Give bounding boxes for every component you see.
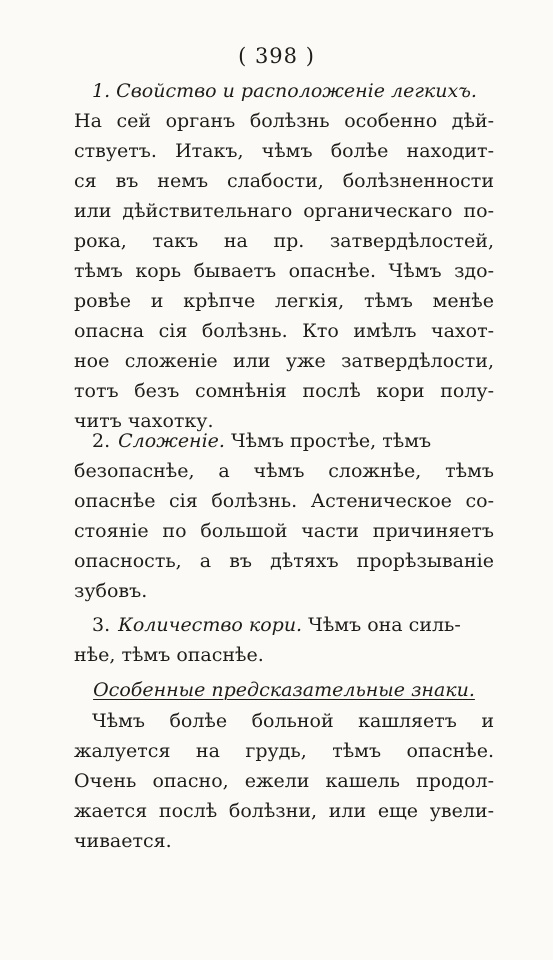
section-1-line-11: тотъ безъ сомнѣнія послѣ кори полу-	[74, 380, 494, 402]
section-3-first-line	[74, 610, 494, 640]
section-4-heading-block	[74, 675, 494, 705]
section-2-line-5: опасность, а въ дѣтяхъ прорѣзываніе	[74, 550, 494, 572]
section-5-line-2: жалуется на грудь, тѣмъ опаснѣе.	[74, 740, 494, 762]
section-1-heading-line: 1. Свойство и расположеніе легкихъ.	[92, 80, 477, 102]
special-signs-heading: Особенные предсказательные знаки.	[93, 679, 475, 701]
section-3-line-2: нѣе, тѣмъ опаснѣе.	[74, 644, 264, 666]
section-5-paragraph	[74, 706, 494, 856]
section-2-line-3: опаснѣе сія болѣзнь. Астеническое со-	[74, 490, 494, 512]
section-3-first-line-rest: Чѣмъ она силь-	[308, 614, 461, 636]
section-2-line-2: безопаснѣе, а чѣмъ сложнѣе, тѣмъ	[74, 460, 494, 482]
section-1-line-7: тѣмъ корь бываетъ опаснѣе. Чѣмъ здо-	[74, 260, 494, 282]
page-number: ( 398 )	[238, 44, 315, 68]
section-3-paragraph	[74, 610, 494, 670]
section-1-line-2: На сей органъ болѣзнь особенно дѣй-	[74, 110, 494, 132]
section-3-number: 3.	[92, 614, 111, 636]
section-5-line-4: жается послѣ болѣзни, или еще увели-	[74, 800, 494, 822]
section-2-line-6: зубовъ.	[74, 580, 148, 602]
section-2-first-line-rest: Чѣмъ простѣе, тѣмъ	[230, 430, 432, 452]
section-1-line-9: опасна сія болѣзнь. Кто имѣлъ чахот-	[74, 320, 494, 342]
section-2-line-4: стояніе по большой части причиняетъ	[74, 520, 494, 542]
section-1-line-12: читъ чахотку.	[74, 410, 214, 432]
section-5-line-3: Очень опасно, ежели кашель продол-	[74, 770, 494, 792]
section-2-title: Сложеніе.	[118, 430, 225, 452]
section-2-number: 2.	[92, 430, 111, 452]
section-2-paragraph	[74, 426, 494, 606]
section-1-line-3: ствуетъ. Итакъ, чѣмъ болѣе находит-	[74, 140, 494, 162]
section-2-first-line	[74, 426, 494, 456]
section-1-line-4: ся въ немъ слабости, болѣзненности	[74, 170, 494, 192]
section-5-line-1: Чѣмъ болѣе больной кашляетъ и	[92, 710, 494, 732]
section-1-line-8: ровѣе и крѣпче легкія, тѣмъ менѣе	[74, 290, 494, 312]
section-1-line-6: рока, такъ на пр. затвердѣлостей,	[74, 230, 494, 252]
section-1-line-10: ное сложеніе или уже затвердѣлости,	[74, 350, 494, 372]
section-1-paragraph	[74, 76, 494, 436]
section-1-line-5: или дѣйствительнаго органическаго по-	[74, 200, 494, 222]
section-3-title: Количество кори.	[118, 614, 303, 636]
section-5-line-5: чивается.	[74, 830, 172, 852]
